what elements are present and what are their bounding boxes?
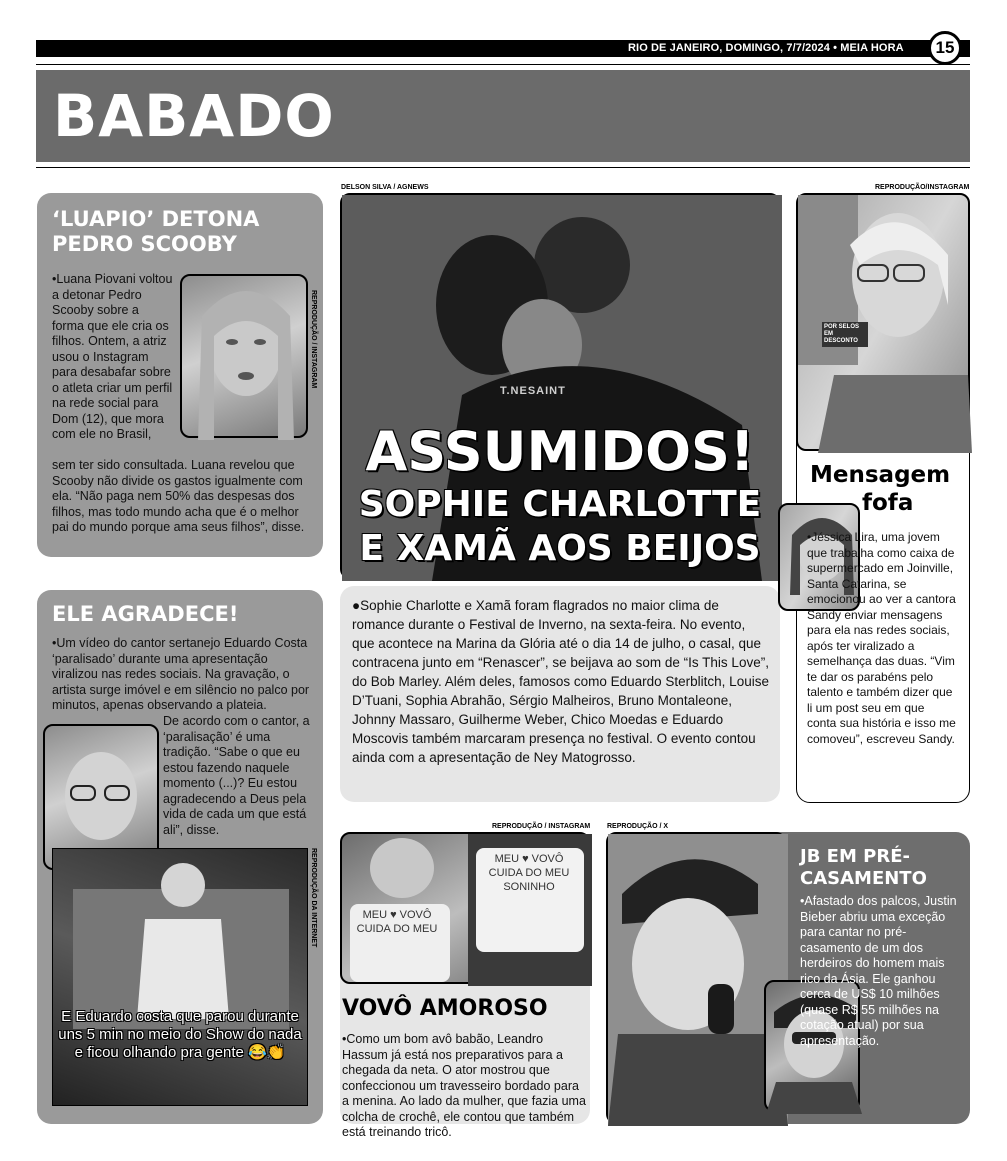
jb-text: •Afastado dos palcos, Justin Bieber abriu uma exceção para cantar no pré-casamento de um dos herdeiros do homem mais rico da Ásia. Ele ganhou cerca de US$ 10 milhões (quase R$ 55 milhões na cotação atual) por sua apresentação. xyxy=(800,894,957,1048)
mensagem-photo-credit: REPRODUÇÃO/INSTAGRAM xyxy=(875,184,970,191)
pillow-text-right: MEU ♥ VOVÔ CUIDA DO MEU SONINHO xyxy=(488,853,570,893)
agradece-text-part1: •Um vídeo do cantor sertanejo Eduardo Costa ‘paralisado’ durante uma apresentação viralizou nas redes sociais. Na gravação, o artista surge imóvel e em silêncio no palco por minutos, apenas observando a plateia. xyxy=(52,636,310,712)
jb-title-line1: JB EM PRÉ- xyxy=(800,846,910,867)
vovo-text: •Como um bom avô babão, Leandro Hassum já está nos preparativos para a chegada da neta. O ator mostrou que confeccionou um travesseiro bordado para a menina. Ao lado da mulher, que fazia uma colcha de crochê, ele contou que também está treinando tricô. xyxy=(342,1032,586,1139)
main-story-text: ●Sophie Charlotte e Xamã foram flagrados no maior clima de romance durante o Festival de Inverno, na sexta-feira. No evento, que acontece na Marina da Glória até o dia 14 de julho, o casal, que contracena junto em “Renascer”, se beijava ao som de “Is This Love”, do Bob Marley. Além deles, famosos como Eduardo Sterblitch, Louise D’Tuani, Sophia Abrahão, Sérgio Malheiros, Bruno Montaleone, Johnny Massaro, Guilherme Weber, Chico Moedas e Eduardo Moscovis também marcaram presença no festival. O evento contou ainda com a apresentação de Ney Matogrosso. xyxy=(352,598,769,765)
agradece-text-part2: De acordo com o cantor, a ‘paralisação’ é uma tradição. “Sabe o que eu estou fazendo naquele momento (...)? Eu estou agradecendo a Deus pela vida de cada um que está ali”, disse. xyxy=(163,714,310,837)
video-caption: E Eduardo costa que parou durante uns 5 min no meio do Show do nada e ficou olhando pra gente 😂👏 xyxy=(58,1008,302,1061)
section-title: BABADO xyxy=(53,82,335,150)
divider xyxy=(36,64,970,65)
jb-title xyxy=(800,846,927,889)
agradece-photo-credit: REPRODUÇÃO DA INTERNET xyxy=(310,848,317,948)
vovo-title: VOVÔ AMOROSO xyxy=(342,996,548,1021)
dateline: RIO DE JANEIRO, DOMINGO, 7/7/2024 • MEIA HORA xyxy=(628,42,904,54)
luapio-photo-credit: REPRODUÇÃO / INSTAGRAM xyxy=(310,290,317,389)
luapio-title xyxy=(52,207,259,257)
jb-title-line2: CASAMENTO xyxy=(800,867,927,889)
main-headline: ASSUMIDOS! xyxy=(365,420,755,483)
mensagem-title-line1: Mensagem xyxy=(810,462,951,488)
page-number: 15 xyxy=(928,31,962,65)
agradece-title: ELE AGRADECE! xyxy=(52,602,239,626)
store-sign: POR SELOS EM DESCONTO xyxy=(822,322,868,347)
singer-illustration xyxy=(608,834,788,1126)
luana-photo xyxy=(180,274,308,438)
luapio-text-part1: •Luana Piovani voltou a detonar Pedro Scooby sobre a forma que ele cria os filhos. Ontem, a atriz usou o Instagram para desabafar sobre o atleta criar um perfil na rede social para Dom (12), que mora com ele no Brasil, xyxy=(52,272,173,441)
divider xyxy=(36,167,970,168)
jb-photo-credit: REPRODUÇÃO / X xyxy=(607,823,669,830)
mensagem-title-line2: fofa xyxy=(862,490,914,516)
bieber-photo xyxy=(606,832,786,1124)
face-illustration xyxy=(182,276,310,440)
eduardo-video-still xyxy=(52,848,308,1106)
shirt-text: T.NESAINT xyxy=(500,385,566,397)
luapio-title-line1: ‘LUAPIO’ DETONA xyxy=(52,207,260,231)
luapio-title-line2: PEDRO SCOOBY xyxy=(52,232,237,257)
pillow-text-left: MEU ♥ VOVÔ CUIDA DO MEU xyxy=(356,909,438,935)
luapio-text-part2: sem ter sido consultada. Luana revelou que Scooby não divide os gastos igualmente com ela. “Não paga nem 50% das despesas dos filhos, mas todo mundo acha que é o melhor pai do mundo porque ama seus filhos”, disse. xyxy=(52,458,305,534)
main-photo-credit: DELSON SILVA / AGNEWS xyxy=(341,184,429,191)
mensagem-text: •Jéssica Lira, uma jovem que trabalha como caixa de supermercado em Joinville, Santa Catarina, se emocionou ao ver a cantora Sandy enviar mensagens para ela nas redes sociais, após ter viralizado a semelhança das duas. “Vim te dar os parabéns pelo talento e também dizer que li um post seu em que conta sua história e isso me comoveu”, escreveu Sandy. xyxy=(807,530,956,746)
vovo-photo-credit: REPRODUÇÃO / INSTAGRAM xyxy=(492,823,591,830)
main-subheadline-line1: SOPHIE CHARLOTTE xyxy=(358,484,762,525)
performer-illustration xyxy=(53,849,309,1107)
main-subheadline-line2: E XAMÃ AOS BEIJOS xyxy=(359,528,761,569)
